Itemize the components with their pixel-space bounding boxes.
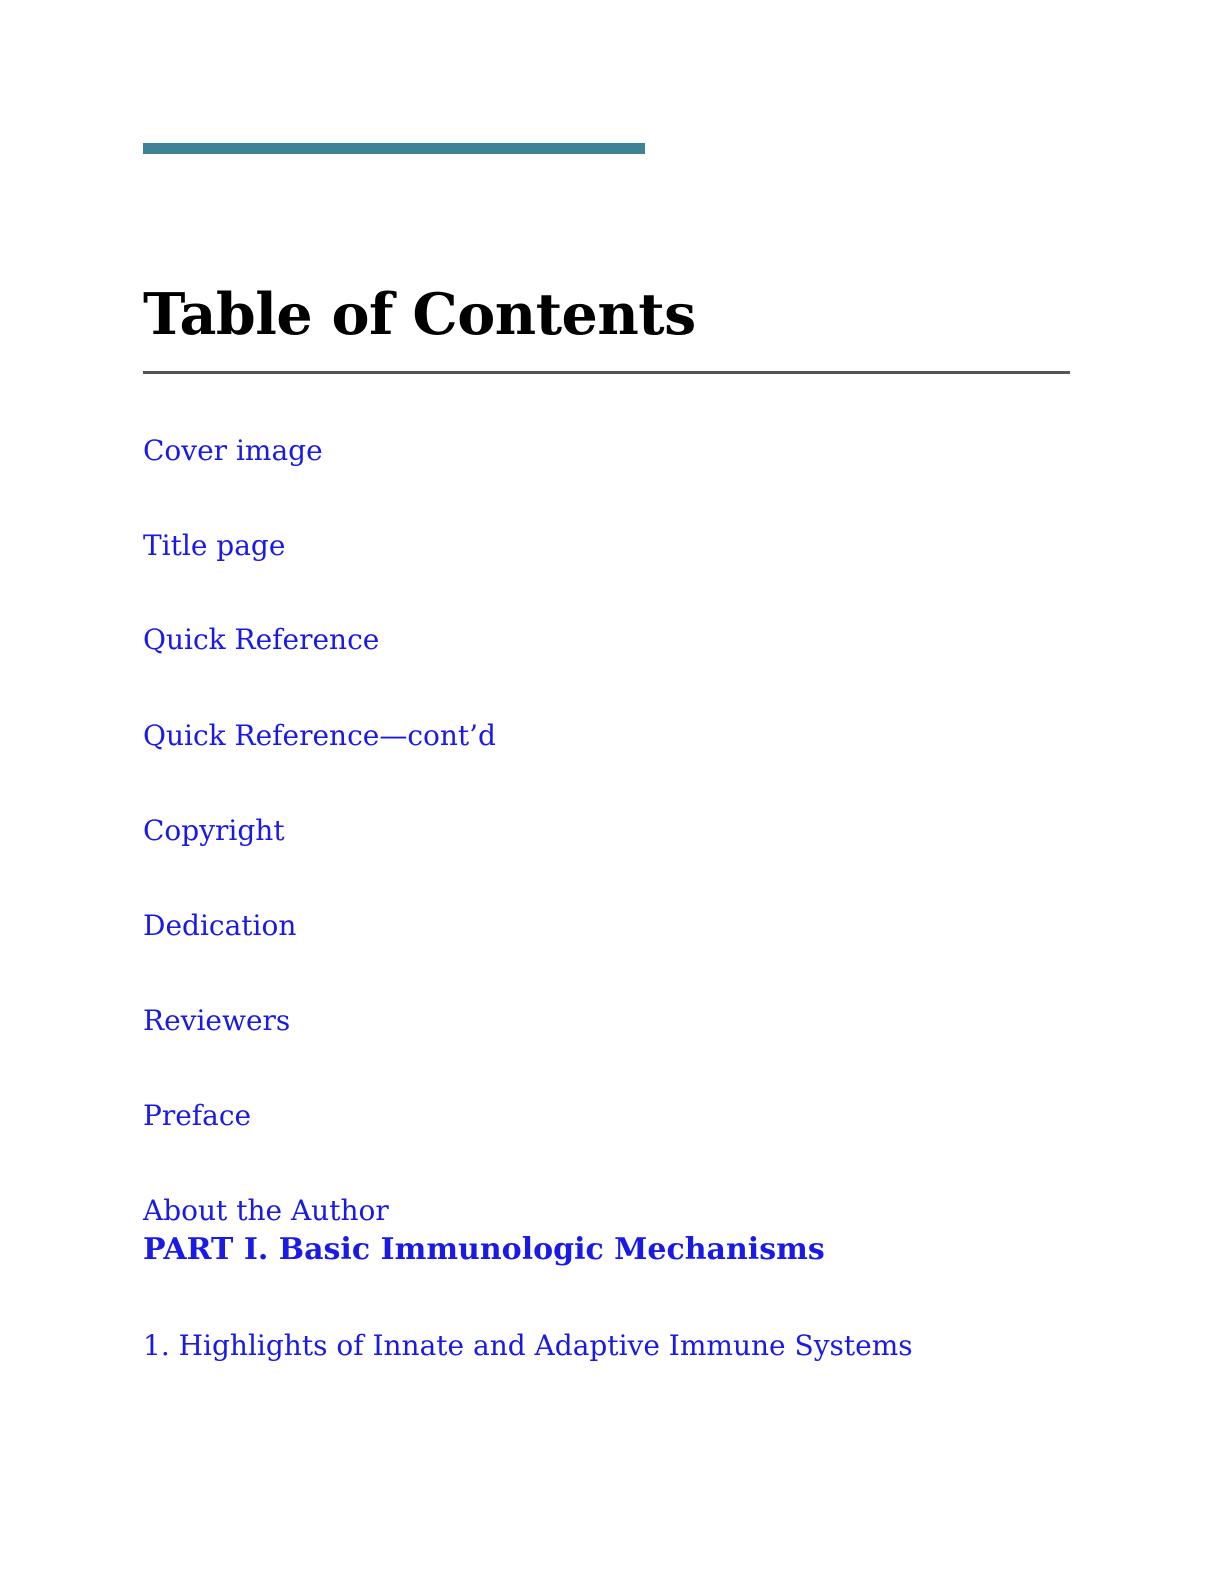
toc-link-quick-reference-contd[interactable]: Quick Reference—cont’d xyxy=(143,719,496,752)
toc-link-quick-reference[interactable]: Quick Reference xyxy=(143,623,380,656)
page-title: Table of Contents xyxy=(143,281,696,348)
toc-link-cover-image[interactable]: Cover image xyxy=(143,434,323,467)
toc-link-reviewers[interactable]: Reviewers xyxy=(143,1004,291,1037)
header-accent-bar xyxy=(143,143,645,154)
toc-link-dedication[interactable]: Dedication xyxy=(143,909,297,942)
toc-link-copyright[interactable]: Copyright xyxy=(143,814,285,847)
title-divider xyxy=(143,371,1070,374)
toc-link-part-1[interactable]: PART I. Basic Immunologic Mechanisms xyxy=(143,1232,825,1267)
toc-link-title-page[interactable]: Title page xyxy=(143,529,286,562)
toc-link-chapter-1[interactable]: 1. Highlights of Innate and Adaptive Immune Systems xyxy=(143,1329,913,1362)
toc-link-about-the-author[interactable]: About the Author xyxy=(143,1194,389,1227)
toc-link-preface[interactable]: Preface xyxy=(143,1099,252,1132)
